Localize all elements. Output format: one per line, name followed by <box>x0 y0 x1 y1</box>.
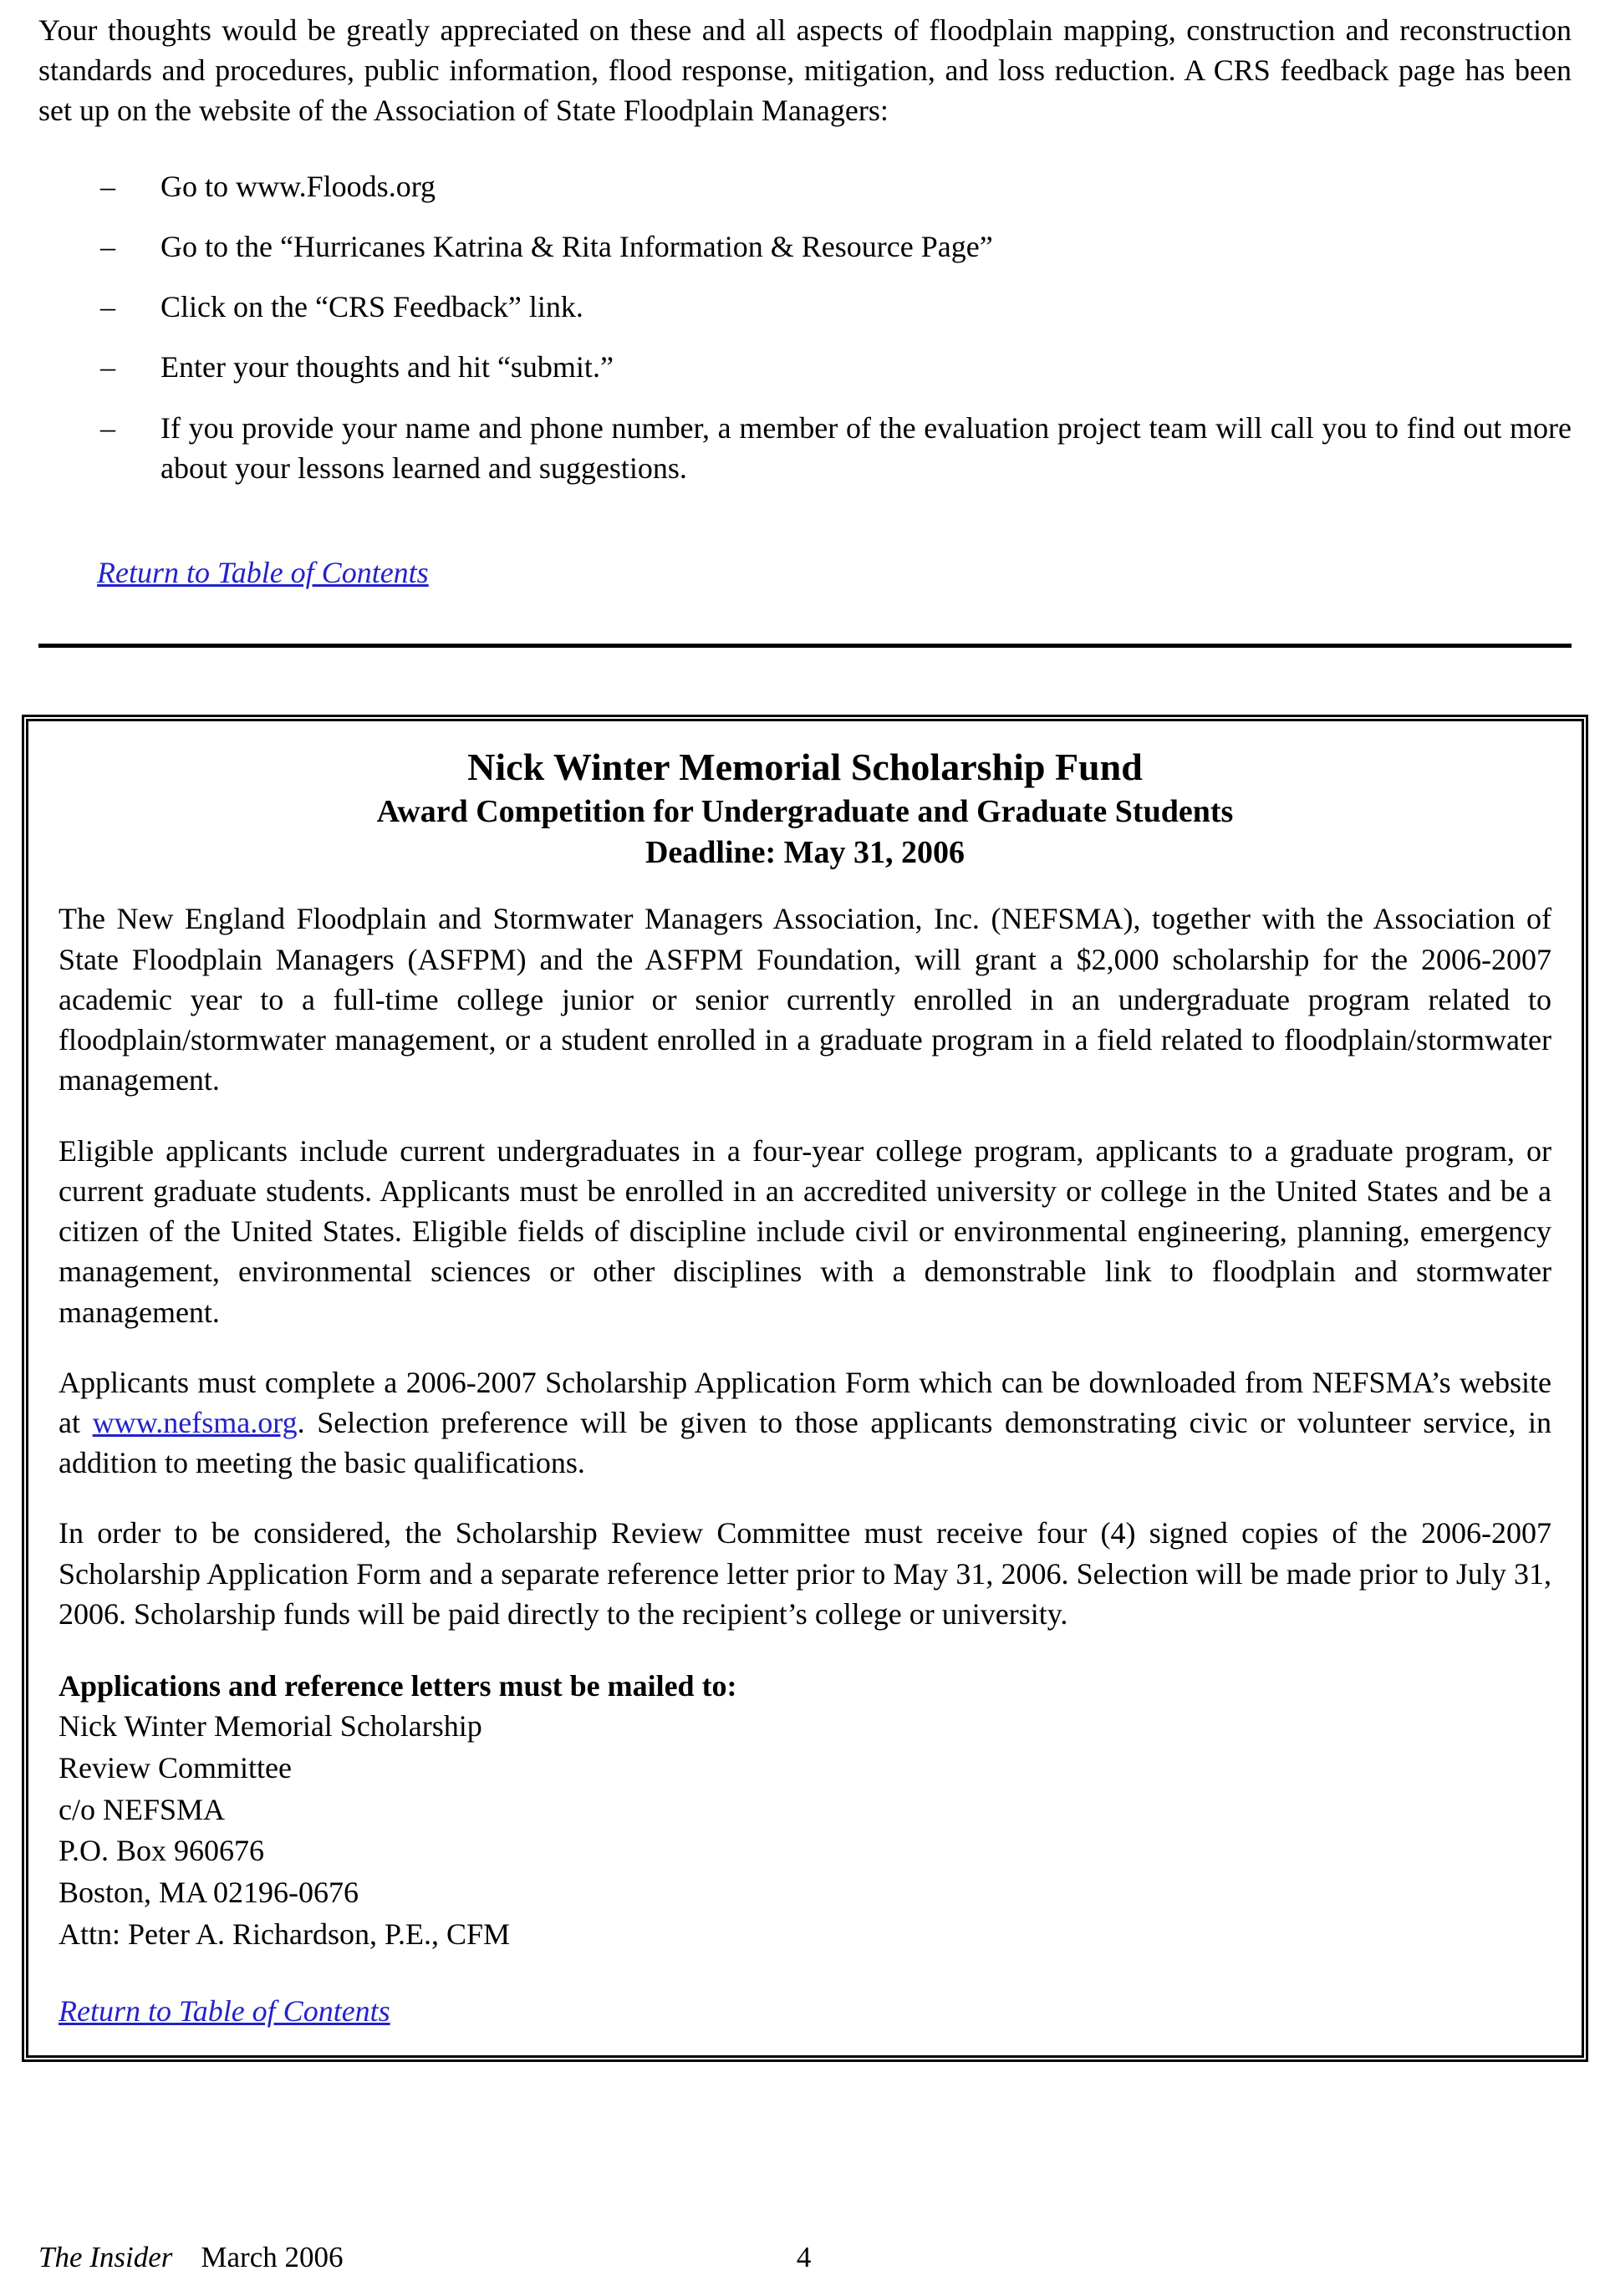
address-line: Attn: Peter A. Richardson, P.E., CFM <box>59 1917 511 1951</box>
mailing-address <box>59 1706 1551 1955</box>
scholarship-title: Nick Winter Memorial Scholarship Fund <box>467 746 1143 789</box>
paragraph-text: Applicants must complete a 2006-2007 Scholarship Application Form which can be downloaded from NEFSMA’s website at <box>59 1365 1551 1439</box>
bullet-text: Enter your thoughts and hit “submit.” <box>160 350 614 384</box>
scholarship-paragraph-3 <box>59 1362 1551 1484</box>
paragraph-text: . Selection preference will be given to those applicants demonstrating civic or volunteer service, in addition to meeting the basic qualifications. <box>59 1405 1551 1480</box>
list-item <box>38 227 1572 267</box>
nefsma-website-link[interactable]: www.nefsma.org <box>92 1405 298 1439</box>
scholarship-paragraph-1: The New England Floodplain and Stormwater Managers Association, Inc. (NEFSMA), together with the Association of State Floodplain Managers (ASFPM) and the ASFPM Foundation, will grant a $2,000 scholarship for the 2006-2007 academic year to a full-time college junior or senior currently enrolled in an undergraduate program related to floodplain/stormwater management, or a student enrolled in a graduate program in a field related to floodplain/stormwater management. <box>59 902 1551 1097</box>
page-number: 4 <box>796 2241 812 2273</box>
address-line: c/o NEFSMA <box>59 1792 226 1826</box>
issue-date: March 2006 <box>201 2241 344 2273</box>
section-divider <box>38 644 1572 648</box>
bullet-dash-icon: – <box>100 290 115 324</box>
list-item <box>38 408 1572 488</box>
bullet-text: Click on the “CRS Feedback” link. <box>160 290 583 324</box>
bullet-dash-icon: – <box>100 410 115 445</box>
journal-name: The Insider <box>38 2241 173 2273</box>
list-item <box>38 347 1572 387</box>
bullet-dash-icon: – <box>100 350 115 384</box>
scholarship-subtitle: Award Competition for Undergraduate and Graduate Students <box>376 793 1234 829</box>
intro-paragraph: Your thoughts would be greatly appreciated on these and all aspects of floodplain mapping, construction and reconstruction standards and procedures, public information, flood response, mitigation, and loss reduction. A CRS feedback page has been set up on the website of the Association of State Floodplain Managers: <box>38 13 1572 128</box>
bullet-text: If you provide your name and phone number, a member of the evaluation project team will call you to find out more about your lessons learned and suggestions. <box>160 410 1572 485</box>
page-footer <box>38 2212 1572 2281</box>
address-line: Boston, MA 02196-0676 <box>59 1876 359 1910</box>
bullet-list <box>38 166 1572 508</box>
bullet-dash-icon: – <box>100 229 115 263</box>
scholarship-paragraph-4: In order to be considered, the Scholarship Review Committee must receive four (4) signed copies of the 2006-2007 Scholarship Application Form and a separate reference letter prior to May 31, 2006. Selection will be made prior to July 31, 2006. Scholarship funds will be paid directly to the recipient’s college or university. <box>59 1516 1551 1631</box>
address-line: P.O. Box 960676 <box>59 1834 265 1868</box>
bullet-dash-icon: – <box>100 169 115 203</box>
scholarship-paragraph-2: Eligible applicants include current undergraduates in a four-year college program, applicants to a graduate program, or current graduate students. Applicants must be enrolled in an accredited university or college in the United States and be a citizen of the United States. Eligible fields of discipline include civil or environmental engineering, planning, emergency management, environmental sciences or other disciplines with a demonstrable link to floodplain and stormwater management. <box>59 1133 1551 1329</box>
mailing-heading: Applications and reference letters must be mailed to: <box>59 1669 737 1703</box>
scholarship-deadline: Deadline: May 31, 2006 <box>645 835 965 870</box>
address-line: Nick Winter Memorial Scholarship <box>59 1709 482 1744</box>
scholarship-box <box>22 715 1588 2062</box>
list-item <box>38 166 1572 206</box>
bullet-text: Go to www.Floods.org <box>160 169 436 203</box>
address-line: Review Committee <box>59 1751 292 1785</box>
bullet-text: Go to the “Hurricanes Katrina & Rita Information & Resource Page” <box>160 229 993 263</box>
return-to-toc-link[interactable]: Return to Table of Contents <box>59 1994 390 2029</box>
list-item <box>38 287 1572 327</box>
return-to-toc-link[interactable]: Return to Table of Contents <box>97 556 429 590</box>
